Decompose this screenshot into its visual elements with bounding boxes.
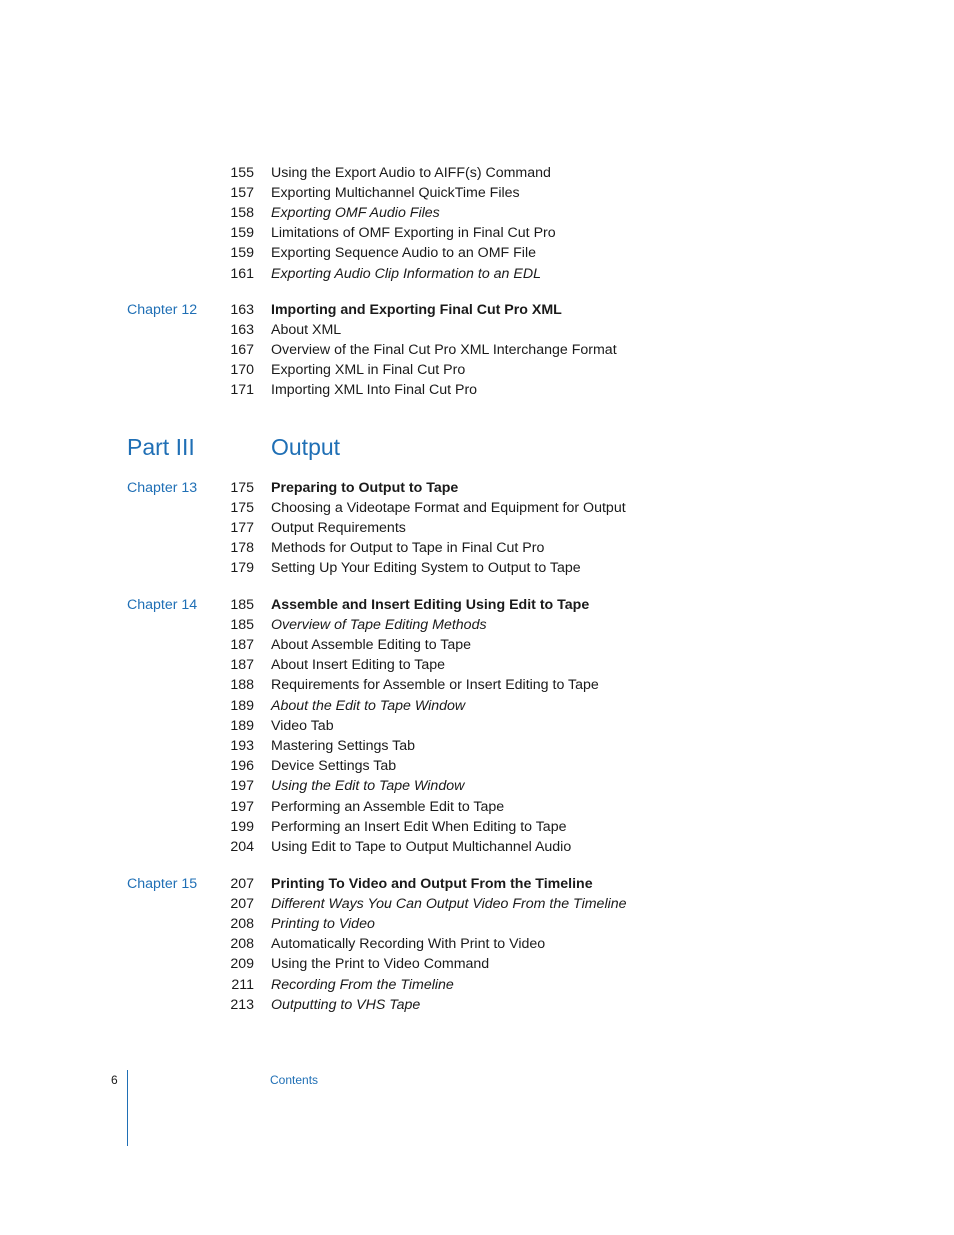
toc-entry[interactable] xyxy=(0,340,954,360)
toc-entry[interactable] xyxy=(0,756,954,776)
toc-entry-title: About the Edit to Tape Window xyxy=(271,697,466,714)
toc-entry-page: 197 xyxy=(230,778,254,795)
toc-entry-page: 187 xyxy=(230,636,254,653)
toc-entry-page: 178 xyxy=(230,540,254,557)
toc-entry-page: 211 xyxy=(231,976,254,993)
toc-entry-title: Printing to Video xyxy=(271,915,375,932)
part-label: Part III xyxy=(127,434,195,460)
toc-entry-title: Exporting Audio Clip Information to an EDL xyxy=(271,265,541,282)
toc-entry[interactable] xyxy=(0,498,954,518)
footer-label: Contents xyxy=(270,1073,319,1087)
toc-entry-page: 170 xyxy=(230,362,254,379)
toc-entry[interactable] xyxy=(0,776,954,796)
toc-entry[interactable] xyxy=(0,264,954,284)
toc-entry[interactable] xyxy=(0,518,954,538)
toc-entry-page: 157 xyxy=(230,184,254,201)
toc-entry[interactable] xyxy=(0,797,954,817)
toc-entry-page: 163 xyxy=(230,321,254,338)
toc-entry[interactable] xyxy=(0,320,954,340)
toc-entry-title: Video Tab xyxy=(271,717,334,734)
toc-entry-title: Exporting Multichannel QuickTime Files xyxy=(271,184,520,201)
toc-entry[interactable] xyxy=(0,716,954,736)
toc-entry-page: 189 xyxy=(230,697,254,714)
chapter-label: Chapter 12 xyxy=(127,301,198,318)
part-title: Output xyxy=(271,434,341,460)
toc-entry[interactable] xyxy=(0,595,954,615)
toc-entry-title: Mastering Settings Tab xyxy=(271,737,416,754)
toc-entry[interactable] xyxy=(0,360,954,380)
toc-entry[interactable] xyxy=(0,615,954,635)
toc-entry-title: About Assemble Editing to Tape xyxy=(271,636,472,653)
toc-entry-title: Outputting to VHS Tape xyxy=(271,996,421,1013)
toc-entry-page: 207 xyxy=(230,895,254,912)
toc-entry-title: Performing an Assemble Edit to Tape xyxy=(271,798,505,815)
toc-entry-title: Recording From the Timeline xyxy=(271,976,454,993)
toc-entry-title: Importing and Exporting Final Cut Pro XML xyxy=(271,301,562,318)
toc-entry-page: 208 xyxy=(230,915,254,932)
toc-entry[interactable] xyxy=(0,995,954,1015)
toc-entry[interactable] xyxy=(0,558,954,578)
toc-entry[interactable] xyxy=(0,736,954,756)
toc-entry-title: Preparing to Output to Tape xyxy=(271,479,459,496)
toc-entry-page: 179 xyxy=(230,560,254,577)
toc-entry[interactable] xyxy=(0,655,954,675)
toc-entry-title: Performing an Insert Edit When Editing to Tape xyxy=(271,818,567,835)
toc-entry[interactable] xyxy=(0,478,954,498)
chapter-label: Chapter 15 xyxy=(127,875,198,892)
footer-rule xyxy=(127,1070,128,1146)
toc-entry-title: Using the Print to Video Command xyxy=(271,956,490,973)
toc-entry-page: 185 xyxy=(230,596,254,613)
toc-entry[interactable] xyxy=(0,837,954,857)
toc-entry-page: 163 xyxy=(230,301,254,318)
toc-entry-page: 187 xyxy=(230,657,254,674)
toc-entry-title: Automatically Recording With Print to Video xyxy=(271,936,546,953)
toc-entry-title: Requirements for Assemble or Insert Editing to Tape xyxy=(271,677,599,694)
toc-entry-title: Overview of Tape Editing Methods xyxy=(271,616,487,633)
toc-entry-title: Assemble and Insert Editing Using Edit to Tape xyxy=(271,596,590,613)
toc-entry-page: 189 xyxy=(230,717,254,734)
toc-entry[interactable] xyxy=(0,914,954,934)
toc-entry-title: Using the Export Audio to AIFF(s) Command xyxy=(271,164,551,181)
toc-entry-title: Different Ways You Can Output Video From the Timeline xyxy=(271,895,627,912)
toc-entry[interactable] xyxy=(0,675,954,695)
toc-entry-page: 188 xyxy=(230,677,254,694)
toc-entry[interactable] xyxy=(0,203,954,223)
toc-entry-title: Output Requirements xyxy=(271,519,406,536)
toc-entry-page: 193 xyxy=(230,737,254,754)
toc-entry-page: 158 xyxy=(230,204,254,221)
toc-entry-title: Methods for Output to Tape in Final Cut Pro xyxy=(271,540,545,557)
toc-entry-title: Setting Up Your Editing System to Output to Tape xyxy=(271,560,581,577)
toc-entry[interactable] xyxy=(0,954,954,974)
toc-entry-page: 175 xyxy=(230,479,254,496)
toc-entry-title: Overview of the Final Cut Pro XML Interchange Format xyxy=(271,341,617,358)
toc-entry-title: About Insert Editing to Tape xyxy=(271,657,446,674)
toc-entry-page: 159 xyxy=(230,225,254,242)
toc-entry-title: Using Edit to Tape to Output Multichannel Audio xyxy=(271,838,572,855)
toc-entry-title: Device Settings Tab xyxy=(271,758,397,775)
toc-entry-page: 199 xyxy=(230,818,254,835)
toc-entry[interactable] xyxy=(0,380,954,400)
toc-entry[interactable] xyxy=(0,894,954,914)
toc-entry-title: Exporting Sequence Audio to an OMF File xyxy=(271,245,536,262)
toc-entry[interactable] xyxy=(0,817,954,837)
toc-entry[interactable] xyxy=(0,163,954,183)
toc-entry-title: About XML xyxy=(271,321,342,338)
chapter-label: Chapter 13 xyxy=(127,479,198,496)
toc-entry-page: 208 xyxy=(230,936,254,953)
toc-entry[interactable] xyxy=(0,243,954,263)
toc-entry-title: Importing XML Into Final Cut Pro xyxy=(271,382,478,399)
toc-entry[interactable] xyxy=(0,538,954,558)
toc-entry-page: 171 xyxy=(230,382,254,399)
toc-entry-page: 196 xyxy=(230,758,254,775)
toc-entry[interactable] xyxy=(0,696,954,716)
toc-entry-page: 177 xyxy=(230,519,254,536)
toc-entry-page: 213 xyxy=(230,996,254,1013)
toc-entry-title: Exporting XML in Final Cut Pro xyxy=(271,362,466,379)
toc-entry-page: 197 xyxy=(230,798,254,815)
toc-entry-page: 155 xyxy=(230,164,254,181)
toc-entry[interactable] xyxy=(0,223,954,243)
toc-entry-title: Printing To Video and Output From the Timeline xyxy=(271,875,593,892)
toc-entry-page: 207 xyxy=(230,875,254,892)
toc-entry[interactable] xyxy=(0,183,954,203)
toc-entry-page: 175 xyxy=(230,499,254,516)
toc-entry-page: 161 xyxy=(230,265,254,282)
toc-entry[interactable] xyxy=(0,635,954,655)
toc-entry-page: 185 xyxy=(230,616,254,633)
toc-entry-title: Limitations of OMF Exporting in Final Cut Pro xyxy=(271,225,556,242)
footer-page-number: 6 xyxy=(111,1073,118,1087)
toc-entry[interactable] xyxy=(0,975,954,995)
toc-entry-title: Exporting OMF Audio Files xyxy=(271,204,440,221)
toc-entry[interactable] xyxy=(0,300,954,320)
toc-entry-page: 159 xyxy=(230,245,254,262)
chapter-label: Chapter 14 xyxy=(127,596,198,613)
toc-entry-page: 167 xyxy=(230,341,254,358)
toc-entry[interactable] xyxy=(0,874,954,894)
toc-entry-page: 204 xyxy=(230,838,254,855)
toc-entry-page: 209 xyxy=(230,956,254,973)
toc-entry[interactable] xyxy=(0,934,954,954)
toc-entry-title: Using the Edit to Tape Window xyxy=(271,778,465,795)
toc-entry-title: Choosing a Videotape Format and Equipment for Output xyxy=(271,499,626,516)
